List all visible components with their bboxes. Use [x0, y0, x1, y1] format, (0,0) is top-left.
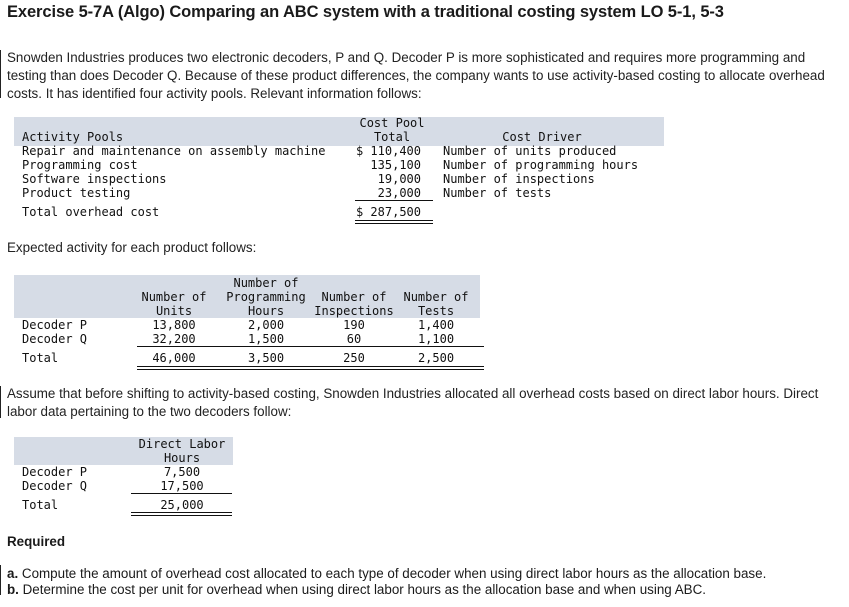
pools-header-cost-line2: Total: [373, 130, 411, 144]
header-programming-line1: Number of: [233, 276, 299, 290]
required-item-text: Determine the cost per unit for overhead when using direct labor hours as the allocation base and when using ABC.: [22, 581, 706, 597]
labor-total-hours: 25,000: [160, 498, 204, 512]
pool-row-driver: Number of programming hours: [443, 158, 639, 172]
labor-row-label: Decoder P: [22, 465, 88, 479]
activity-total-double-line: [137, 366, 484, 370]
labor-row-hours: 17,500: [160, 479, 204, 493]
pools-subtotal-line: [355, 200, 433, 201]
header-tests-line2: Tests: [417, 304, 455, 318]
activity-total-inspections: 250: [343, 351, 365, 365]
labor-header-line2: Hours: [163, 451, 201, 465]
pool-row-driver: Number of inspections: [443, 172, 595, 186]
pools-header-activity: Activity Pools: [22, 130, 124, 144]
activity-row-label: Decoder Q: [22, 332, 88, 346]
required-item-a: [7, 566, 766, 582]
assume-paragraph: Assume that before shifting to activity-based costing, Snowden Industries allocated all overhead costs based on direct labor hours. Direct labor data pertaining to the two decoders follow:: [7, 386, 819, 419]
pool-row-activity: Repair and maintenance on assembly machine: [22, 144, 326, 158]
header-units-line2: Units: [155, 304, 193, 318]
activity-row-tests: 1,100: [417, 332, 455, 346]
header-programming-line3: Hours: [247, 304, 285, 318]
activity-row-inspections: 190: [343, 318, 365, 332]
pools-total-double-line: [355, 220, 433, 224]
pool-row-cost: 23,000: [377, 186, 421, 200]
intro-paragraph: Snowden Industries produces two electronic decoders, P and Q. Decoder P is more sophisticated and requires more programming and testing than does Decoder Q. Because of these product differences, the company wants to use activity-based costing to allocate overhead costs. It has identified four activity pools. Relevant information follows:: [7, 50, 825, 101]
edge-marker: [0, 565, 1, 595]
activity-row-units: 13,800: [152, 318, 196, 332]
activity-row-programming: 2,000: [247, 318, 285, 332]
pools-header-cost-line1: Cost Pool: [359, 116, 425, 130]
pools-header-driver: Cost Driver: [502, 130, 582, 144]
required-heading: Required: [7, 534, 66, 549]
pool-row-activity: Product testing: [22, 186, 131, 200]
activity-row-inspections: 60: [346, 332, 362, 346]
activity-row-programming: 1,500: [247, 332, 285, 346]
pool-row-cost: $ 110,400: [355, 144, 421, 158]
activity-row-label: Decoder P: [22, 318, 88, 332]
labor-row-label: Decoder Q: [22, 479, 88, 493]
pool-row-cost: 135,100: [370, 158, 421, 172]
pool-row-activity: Programming cost: [22, 158, 138, 172]
required-item-letter: a.: [7, 566, 19, 581]
required-list: [7, 566, 766, 597]
header-units-line1: Number of: [141, 290, 207, 304]
pools-total-label: Total overhead cost: [22, 205, 160, 219]
pool-row-driver: Number of units produced: [443, 144, 617, 158]
pools-total-cost: $ 287,500: [355, 205, 421, 219]
labor-total-label: Total: [22, 498, 59, 512]
activity-subtotal-line: [137, 346, 484, 347]
pool-row-cost: 19,000: [377, 172, 421, 186]
header-inspections-line1: Number of: [321, 290, 387, 304]
header-tests-line1: Number of: [403, 290, 469, 304]
edge-marker: [0, 50, 1, 98]
labor-header-line1: Direct Labor: [138, 437, 226, 451]
labor-row-hours: 7,500: [163, 465, 201, 479]
activity-total-programming: 3,500: [247, 351, 285, 365]
header-programming-line2: Programming: [226, 290, 306, 304]
required-item-b: [7, 582, 766, 598]
required-item-text: Compute the amount of overhead cost allocated to each type of decoder when using direct labor hours as the allocation base.: [21, 566, 767, 581]
required-item-letter: b.: [7, 581, 19, 597]
pool-row-activity: Software inspections: [22, 172, 167, 186]
activity-total-units: 46,000: [152, 351, 196, 365]
activity-total-label: Total: [22, 351, 59, 365]
header-inspections-line2: Inspections: [314, 304, 394, 318]
activity-row-units: 32,200: [152, 332, 196, 346]
edge-marker: [0, 386, 1, 418]
page-title: Exercise 5-7A (Algo) Comparing an ABC system with a traditional costing system LO 5-1, 5-3: [7, 3, 724, 21]
activity-row-tests: 1,400: [417, 318, 455, 332]
expected-activity-text: Expected activity for each product follows:: [7, 240, 257, 255]
activity-total-tests: 2,500: [417, 351, 455, 365]
pool-row-driver: Number of tests: [443, 186, 552, 200]
labor-total-double-line: [131, 512, 232, 516]
labor-subtotal-line: [131, 493, 232, 494]
